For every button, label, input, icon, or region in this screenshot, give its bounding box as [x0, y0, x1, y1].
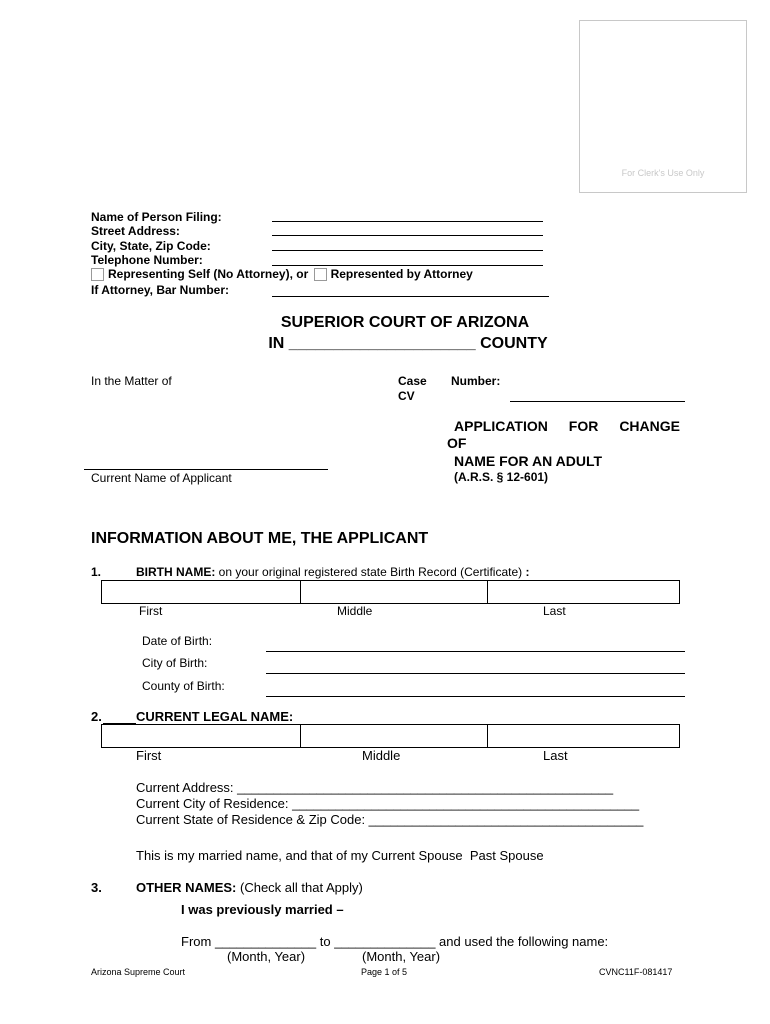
county-of-birth-label: County of Birth: [142, 679, 225, 693]
current-legal-name-label: CURRENT LEGAL NAME: [136, 709, 294, 724]
telephone-label: Telephone Number: [91, 253, 203, 267]
current-last-name-input[interactable] [487, 724, 680, 748]
county-of-birth-field[interactable] [266, 696, 685, 697]
date-of-birth-field[interactable] [266, 651, 685, 652]
application-title-line3: NAME FOR AN ADULT [454, 453, 603, 469]
application-title-line2: OF [447, 435, 467, 451]
previously-married-dash: – [332, 902, 344, 917]
court-title: SUPERIOR COURT OF ARIZONA [280, 314, 530, 331]
item1-number: 1. [91, 565, 102, 579]
other-names-label: OTHER NAMES: [136, 880, 237, 895]
current-middle-label: Middle [362, 748, 401, 763]
current-state-zip-line[interactable]: Current State of Residence & Zip Code: ______________________________________ [136, 812, 644, 827]
representing-self-label: Representing Self (No Attorney), or [108, 267, 309, 281]
footer-page-number: Page 1 of 5 [361, 967, 408, 977]
previously-married-label [181, 902, 344, 917]
birth-first-label: First [139, 604, 163, 618]
bar-number-label: If Attorney, Bar Number: [91, 283, 230, 297]
clerk-use-box [579, 20, 747, 193]
birth-middle-label: Middle [337, 604, 373, 618]
statute-reference: (A.R.S. § 12-601) [454, 470, 549, 484]
application-title-line1: APPLICATION FOR CHANGE [454, 418, 680, 434]
item3-number: 3. [91, 880, 102, 895]
city-of-birth-label: City of Birth: [142, 656, 208, 670]
name-of-person-filing-field[interactable] [272, 221, 543, 222]
current-city-line[interactable]: Current City of Residence: ________________________________________________ [136, 796, 640, 811]
telephone-field[interactable] [272, 265, 543, 266]
current-spouse-label: Current Spouse [371, 848, 463, 863]
item3-heading [136, 880, 363, 895]
represented-by-attorney-checkbox[interactable] [314, 268, 327, 281]
birth-middle-name-input[interactable] [300, 580, 486, 604]
item1-heading [136, 565, 529, 579]
other-names-instruction: (Check all that Apply) [236, 880, 363, 895]
current-last-label: Last [543, 748, 568, 763]
past-spouse-label: Past Spouse [469, 848, 544, 863]
current-first-label: First [136, 748, 162, 763]
previous-name-date-range[interactable]: From ______________ to ______________ and used the following name: [181, 934, 609, 949]
birth-name-label: BIRTH NAME: [136, 565, 216, 579]
current-name-of-applicant-label: Current Name of Applicant [91, 471, 232, 485]
representing-self-checkbox[interactable] [91, 268, 104, 281]
current-address-line[interactable]: Current Address: ____________________________________________________ [136, 780, 614, 795]
footer-court-name: Arizona Supreme Court [91, 967, 186, 977]
city-state-zip-label: City, State, Zip Code: [91, 239, 211, 253]
date-of-birth-label: Date of Birth: [142, 634, 213, 648]
birth-name-description: on your original registered state Birth Record (Certificate) [215, 565, 526, 579]
street-address-label: Street Address: [91, 224, 180, 238]
section-heading: INFORMATION ABOUT ME, THE APPLICANT [91, 530, 429, 547]
representation-row [91, 267, 473, 281]
footer-form-code: CVNC11F-081417 [599, 967, 673, 977]
cv-label: CV [398, 389, 415, 403]
birth-last-name-input[interactable] [487, 580, 680, 604]
bar-number-field[interactable] [272, 296, 549, 297]
current-middle-name-input[interactable] [300, 724, 486, 748]
number-label: Number: [451, 374, 501, 388]
current-first-name-input[interactable] [101, 724, 299, 748]
current-name-of-applicant-field[interactable] [84, 469, 328, 470]
birth-first-name-input[interactable] [101, 580, 299, 604]
city-of-birth-field[interactable] [266, 673, 685, 674]
item2-number: 2. [91, 709, 102, 724]
clerk-use-label: For Clerk's Use Only [621, 168, 705, 178]
birth-name-colon: : [525, 565, 530, 579]
street-address-field[interactable] [272, 235, 543, 236]
city-state-zip-field[interactable] [272, 250, 543, 251]
case-label: Case [398, 374, 427, 388]
case-number-field[interactable] [510, 401, 685, 402]
in-the-matter-of: In the Matter of [91, 374, 172, 388]
married-name-text: This is my married name, and that of my [136, 848, 368, 863]
county-line: IN _____________________ COUNTY [268, 335, 548, 352]
birth-last-label: Last [543, 604, 566, 618]
to-month-year-label: (Month, Year) [362, 949, 441, 964]
from-month-year-label: (Month, Year) [227, 949, 306, 964]
previously-married-text: I was previously married [181, 902, 333, 917]
name-of-person-filing-label: Name of Person Filing: [91, 210, 222, 224]
represented-by-attorney-label: Represented by Attorney [330, 267, 473, 281]
married-name-row [136, 846, 544, 864]
